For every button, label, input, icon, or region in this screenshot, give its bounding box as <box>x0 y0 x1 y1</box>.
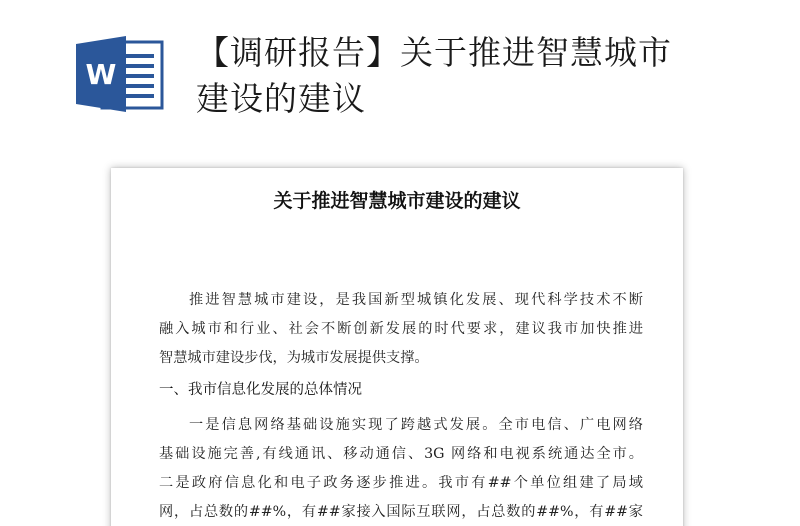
page-title <box>196 30 776 122</box>
paragraph-2-line: 网，占总数的##%，有##家接入国际互联网，占总数的##%，有##家 <box>159 504 643 520</box>
paragraph-2-line: 一是信息网络基础设施实现了跨越式发展。全市电信、广电网络 <box>189 417 643 433</box>
document-title: 关于推进智慧城市建设的建议 <box>273 190 521 212</box>
document-page-preview <box>111 168 683 526</box>
paragraph-1-line: 推进智慧城市建设，是我国新型城镇化发展、现代科学技术不断 <box>189 292 643 308</box>
word-document-icon <box>72 34 166 114</box>
title-line-2: 建设的建议 <box>196 79 366 118</box>
section-heading: 一、我市信息化发展的总体情况 <box>159 382 362 398</box>
banner <box>0 0 800 160</box>
paragraph-1-line: 智慧城市建设步伐，为城市发展提供支撑。 <box>159 350 429 366</box>
title-line-1: 【调研报告】关于推进智慧城市 <box>196 33 672 72</box>
document-body <box>159 286 643 526</box>
paragraph-2-line: 二是政府信息化和电子政务逐步推进。我市有##个单位组建了局域 <box>159 475 643 491</box>
paragraph-2-line: 基础设施完善,有线通讯、移动通信、3G 网络和电视系统通达全市。 <box>159 446 643 462</box>
word-icon-letter: W <box>85 58 117 91</box>
paragraph-1-line: 融入城市和行业、社会不断创新发展的时代要求，建议我市加快推进 <box>159 321 643 337</box>
